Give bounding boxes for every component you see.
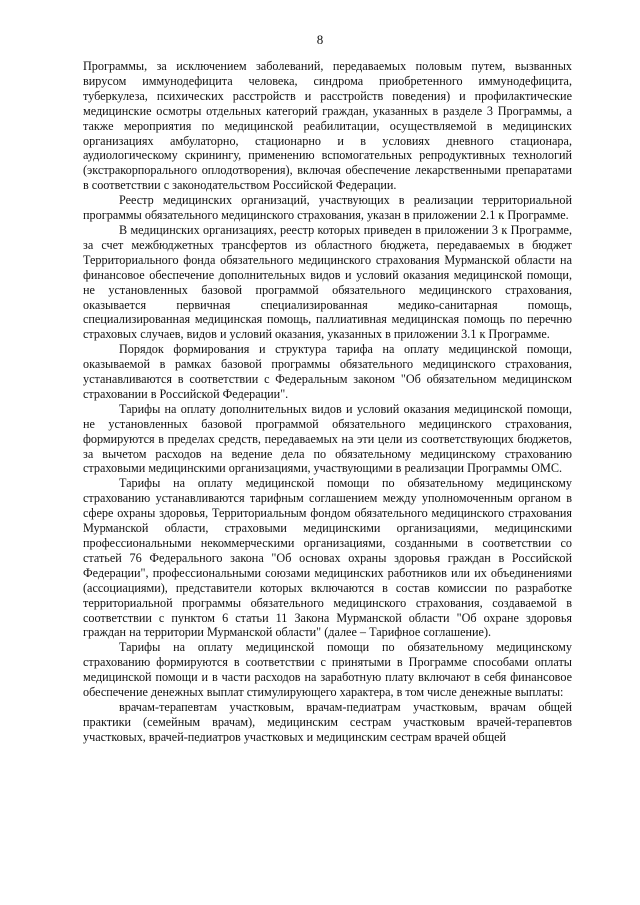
paragraph: Реестр медицинских организаций, участвующих в реализации территориальной программы обязательного медицинского страхования, указан в приложении 2.1 к Программе. <box>83 193 572 223</box>
paragraph: Порядок формирования и структура тарифа на оплату медицинской помощи, оказываемой в рамках базовой программы обязательного медицинского страхования, устанавливаются в соответствии с Федеральным законом "Об обязательном медицинском страховании в Российской Федерации". <box>83 342 572 401</box>
paragraph: Программы, за исключением заболеваний, передаваемых половым путем, вызванных вирусом иммунодефицита человека, синдрома приобретенного иммунодефицита, туберкулеза, психических расстройств и расстройств поведения) и профилактические медицинские осмотры отдельных категорий граждан, указанных в разделе 3 Программы, а также мероприятия по медицинской реабилитации, осуществляемой в медицинских организациях амбулаторно, стационарно и в условиях дневного стационара, аудиологическому скринингу, применению вспомогательных репродуктивных технологий (экстракорпорального оплодотворения), включая обеспечение лекарственными препаратами в соответствии с законодательством Российской Федерации. <box>83 59 572 193</box>
document-body <box>83 59 572 745</box>
paragraph: Тарифы на оплату медицинской помощи по обязательному медицинскому страхованию устанавливаются тарифным соглашением между уполномоченным органом в сфере охраны здоровья, Территориальным фондом обязательного медицинского страхования Мурманской области, страховыми медицинскими организациями, медицинскими профессиональными некоммерческими организациями, созданными в соответствии со статьей 76 Федерального закона "Об основах охраны здоровья граждан в Российской Федерации", профессиональными союзами медицинских работников или их объединениями (ассоциациями), представители которых включаются в состав комиссии по разработке территориальной программы обязательного медицинского страхования, создаваемой в соответствии с пунктом 6 статьи 11 Закона Мурманской области "Об охране здоровья граждан на территории Мурманской области" (далее – Тарифное соглашение). <box>83 476 572 640</box>
paragraph: В медицинских организациях, реестр которых приведен в приложении 3 к Программе, за счет межбюджетных трансфертов из областного бюджета, передаваемых в бюджет Территориального фонда обязательного медицинского страхования Мурманской области на финансовое обеспечение дополнительных видов и условий оказания медицинской помощи, не установленных базовой программой обязательного медицинского страхования, оказывается первичная специализированная медико-санитарная помощь, специализированная медицинская помощь, паллиативная медицинская помощь по перечню страховых случаев, видов и условий оказания, указанных в приложении 3.1 к Программе. <box>83 222 572 342</box>
paragraph: Тарифы на оплату медицинской помощи по обязательному медицинскому страхованию формируются в соответствии с принятыми в Программе способами оплаты медицинской помощи и в части расходов на заработную плату включают в себя финансовое обеспечение денежных выплат стимулирующего характера, в том числе денежные выплаты: <box>83 640 572 700</box>
paragraph: Тарифы на оплату дополнительных видов и условий оказания медицинской помощи, не установленных базовой программой обязательного медицинского страхования, формируются в пределах средств, передаваемых на эти цели из соответствующих бюджетов, за вычетом расходов на ведение дела по обязательному медицинскому страхованию страховыми медицинскими организациями, участвующими в реализации Программы ОМС. <box>83 401 572 476</box>
page-number: 8 <box>316 32 324 47</box>
paragraph: врачам-терапевтам участковым, врачам-педиатрам участковым, врачам общей практики (семейным врачам), медицинским сестрам участковым врачей-терапевтов участковых, врачей-педиатров участковых и медицинским сестрам врачей общей <box>83 699 572 744</box>
